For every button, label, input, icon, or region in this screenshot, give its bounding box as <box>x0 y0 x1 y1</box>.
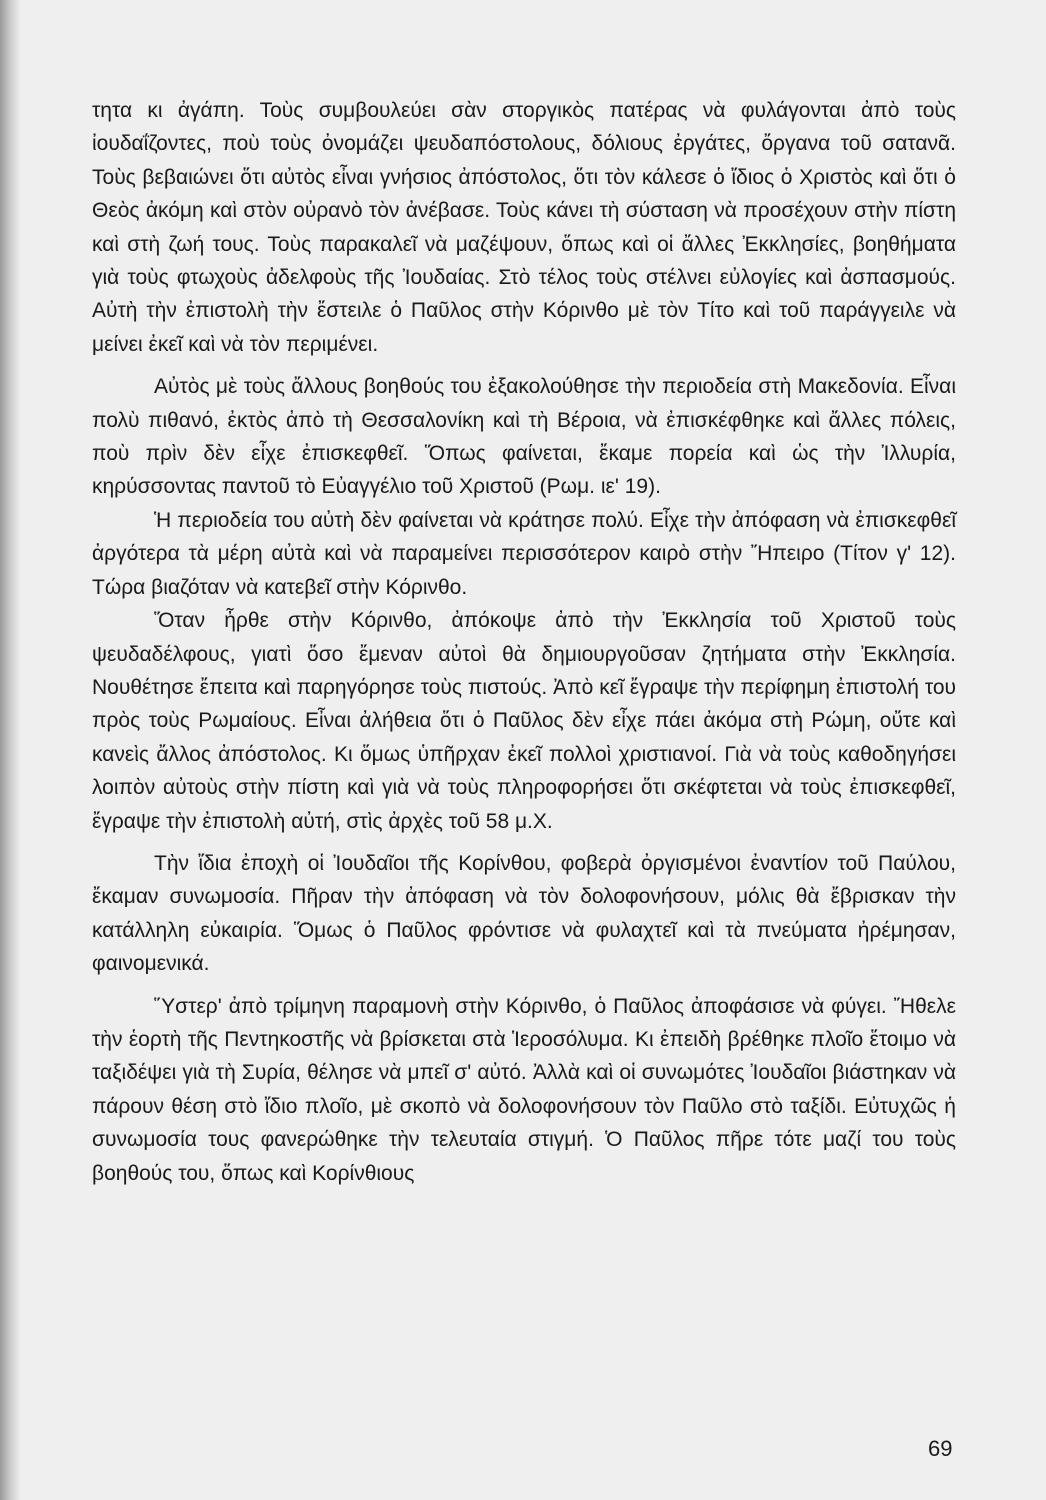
paragraph-2: Αὐτὸς μὲ τοὺς ἄλλους βοηθούς του ἐξακολούθησε τὴν περιοδεία στὴ Μακεδονία. Εἶναι πολὺ πιθανό, ἐκτὸς ἀπὸ τὴ Θεσσαλονίκη καὶ τὴ Βέροια, νὰ ἐπισκέφθηκε καὶ ἄλλες πόλεις, ποὺ πρὶν δὲν εἶχε ἐπισκεφθεῖ. Ὅπως φαίνεται, ἔκαμε πορεία καὶ ὡς τὴν Ἰλλυρία, κηρύσσοντας παντοῦ τὸ Εὐαγγέλιο τοῦ Χριστοῦ (Ρωμ. ιε' 19). <box>92 375 956 499</box>
paragraph-3: Ἡ περιοδεία του αὐτὴ δὲν φαίνεται νὰ κράτησε πολύ. Εἶχε τὴν ἀπόφαση νὰ ἐπισκεφθεῖ ἀργότερα τὰ μέρη αὐτὰ καὶ νὰ παραμείνει περισσότερον καιρὸ στὴν Ἤπειρο (Τίτον γ' 12). Τώρα βιαζόταν νὰ κατεβεῖ στὴν Κόρινθο. <box>92 508 956 599</box>
page-number: 69 <box>928 1436 953 1461</box>
page-spine-shadow <box>0 0 20 1500</box>
paragraph-5: Τὴν ἴδια ἐποχὴ οἱ Ἰουδαῖοι τῆς Κορίνθου, φοβερὰ ὀργισμένοι ἐναντίον τοῦ Παύλου, ἔκαμαν συνωμοσία. Πῆραν τὴν ἀπόφαση νὰ τὸν δολοφονήσουν, μόλις θὰ ἔβρισκαν τὴν κατάλληλη εὐκαιρία. Ὅμως ὁ Παῦλος φρόντισε νὰ φυλαχτεῖ καὶ τὰ πνεύματα ἠρέμησαν, φαινομενικά. <box>92 851 956 976</box>
paragraph-1: τητα κι ἀγάπη. Τοὺς συμβουλεύει σὰν στοργικὸς πατέρας νὰ φυλάγονται ἀπὸ τοὺς ἰουδαΐζοντες, ποὺ τοὺς ὀνομάζει ψευδαπόστολους, δόλιους ἐργάτες, ὄργανα τοῦ σατανᾶ. Τοὺς βεβαιώνει ὅτι αὐτὸς εἶναι γνήσιος ἀπόστολος, ὅτι τὸν κάλεσε ὁ ἴδιος ὁ Χριστὸς καὶ ὅτι ὁ Θεὸς ἀκόμη καὶ στὸν οὐρανὸ τὸν ἀνέβασε. Τοὺς κάνει τὴ σύσταση νὰ προσέχουν στὴν πίστη καὶ στὴ ζωή τους. Τοὺς παρακαλεῖ νὰ μαζέψουν, ὅπως καὶ οἱ ἄλλες Ἐκκλησίες, βοηθήματα γιὰ τοὺς φτωχοὺς ἀδελφοὺς τῆς Ἰουδαίας. Στὸ τέλος τοὺς στέλνει εὐλογίες καὶ ἀσπασμούς. Αὐτὴ τὴν ἐπιστολὴ τὴν ἔστειλε ὁ Παῦλος στὴν Κόρινθο μὲ τὸν Τίτο καὶ τοῦ παράγγειλε νὰ μείνει ἐκεῖ καὶ νὰ τὸν περιμένει. <box>92 99 956 356</box>
paragraph-4: Ὅταν ἦρθε στὴν Κόρινθο, ἀπόκοψε ἀπὸ τὴν Ἐκκλησία τοῦ Χριστοῦ τοὺς ψευδαδέλφους, γιατὶ ὅσο ἔμεναν αὐτοὶ θὰ δημιουργοῦσαν ζητήματα στὴν Ἐκκλησία. Νουθέτησε ἔπειτα καὶ παρηγόρησε τοὺς πιστούς. Ἀπὸ κεῖ ἔγραψε τὴν περίφημη ἐπιστολή του πρὸς τοὺς Ρωμαίους. Εἶναι ἀλήθεια ὅτι ὁ Παῦλος δὲν εἶχε πάει ἀκόμα στὴ Ρώμη, οὔτε καὶ κανεὶς ἄλλος ἀπόστολος. Κι ὅμως ὑπῆρχαν ἐκεῖ πολλοὶ χριστιανοί. Γιὰ νὰ τοὺς καθοδηγήσει λοιπὸν αὐτοὺς στὴν πίστη καὶ γιὰ νὰ τοὺς πληροφορήσει ὅτι σκέφτεται νὰ τοὺς ἐπισκεφθεῖ, ἔγραψε τὴν ἐπιστολὴ αὐτή, στὶς ἀρχὲς τοῦ 58 μ.Χ. <box>92 609 956 833</box>
body-text <box>92 94 956 1190</box>
paragraph-6: Ὕστερ' ἀπὸ τρίμηνη παραμονὴ στὴν Κόρινθο, ὁ Παῦλος ἀποφάσισε νὰ φύγει. Ἤθελε τὴν ἑορτὴ τῆς Πεντηκοστῆς νὰ βρίσκεται στὰ Ἱεροσόλυμα. Κι ἐπειδὴ βρέθηκε πλοῖο ἕτοιμο νὰ ταξιδέψει γιὰ τὴ Συρία, θέλησε νὰ μπεῖ σ' αὐτό. Ἀλλὰ καὶ οἱ συνωμότες Ἰουδαῖοι βιάστηκαν νὰ πάρουν θέση στὸ ἴδιο πλοῖο, μὲ σκοπὸ νὰ δολοφονήσουν τὸν Παῦλο στὸ ταξίδι. Εὐτυχῶς ἡ συνωμοσία τους φανερώθηκε τὴν τελευταία στιγμή. Ὁ Παῦλος πῆρε τότε μαζί του τοὺς βοηθούς του, ὅπως καὶ Κορίνθιους <box>92 994 956 1185</box>
